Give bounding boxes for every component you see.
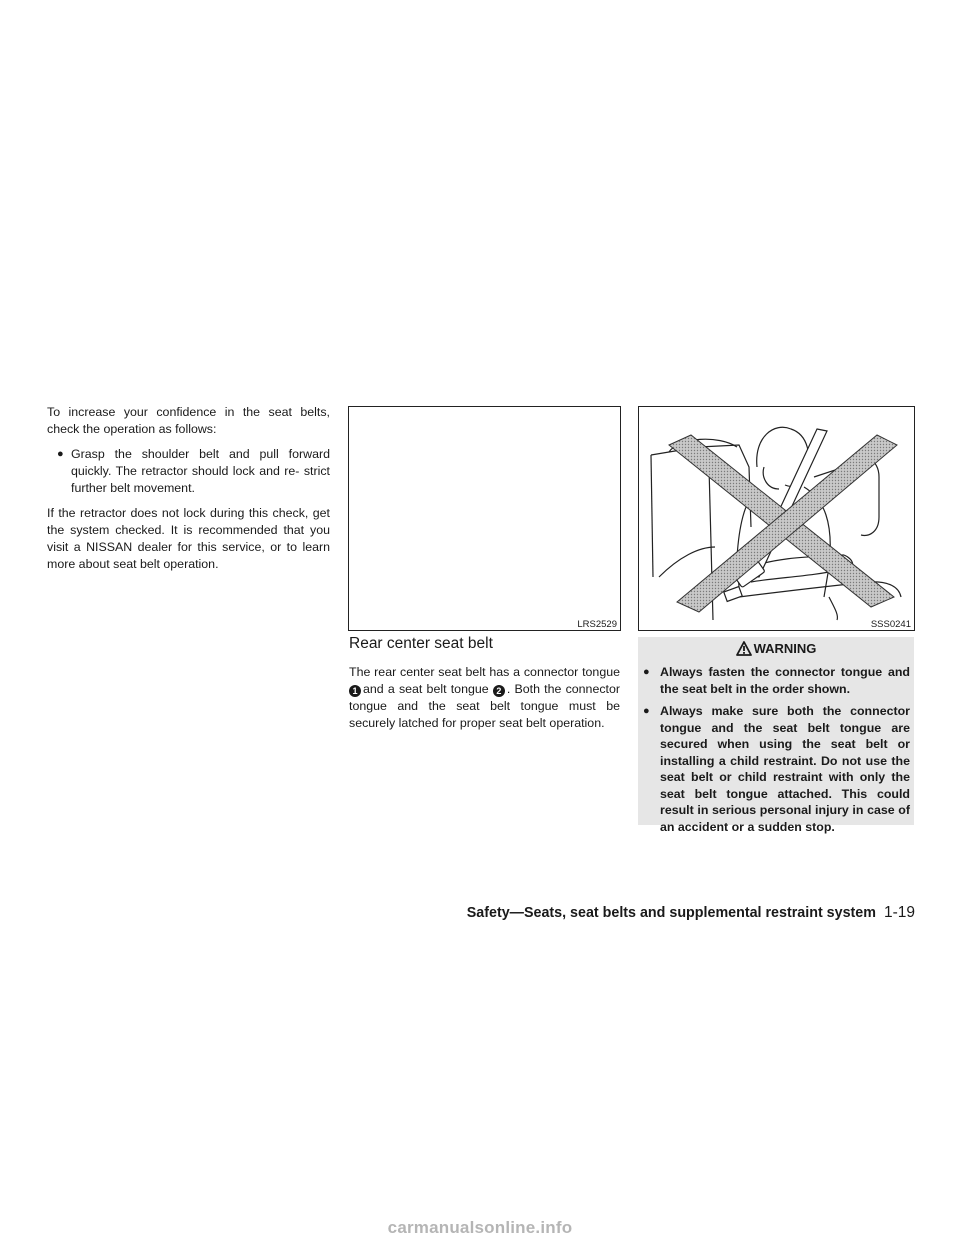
figure-lrs2529 <box>348 406 621 631</box>
figure-label: LRS2529 <box>577 619 617 630</box>
marker-2: 2 <box>493 685 505 697</box>
rear-center-section <box>349 635 620 732</box>
warning-title: WARNING <box>753 641 817 656</box>
paragraph-text: . Both the connector tongue and the seat belt tongue must be securely latched for proper seat belt operation. <box>349 682 620 730</box>
intro-text: To increase your confidence in the seat belts, check the operation as follows: <box>47 405 330 436</box>
list-item <box>57 446 330 497</box>
warning-text: Always make sure both the connector tongue and the seat belt tongue are secured when using the seat belt or installing a child restraint. Do not use the seat belt or child restraint with only the seat belt tongue attached. This could result in serious personal injury in case of an accident or a sudden stop. <box>660 704 910 834</box>
warning-header <box>638 641 914 656</box>
left-column <box>47 404 330 581</box>
bullet-dot-icon: ● <box>643 705 650 717</box>
bullet-text: Grasp the shoulder belt and pull forward quickly. The retractor should lock and re- strict further belt movement. <box>71 447 330 495</box>
page-footer <box>430 904 915 922</box>
bullet-dot-icon: ● <box>643 666 650 678</box>
seat-belt-illustration <box>639 407 914 630</box>
paragraph-text: and a seat belt tongue <box>363 682 489 696</box>
figure-sss0241 <box>638 406 915 631</box>
chapter-title: Safety—Seats, seat belts and supplemental restraint system <box>466 905 876 921</box>
paragraph-text: The rear center seat belt has a connector tongue <box>349 665 620 679</box>
figure-label: SSS0241 <box>870 619 911 630</box>
warning-triangle-icon <box>736 641 752 656</box>
retractor-paragraph: If the retractor does not lock during this check, get the system checked. It is recommended that you visit a NISSAN dealer for this service, or to learn more about seat belt operation. <box>47 506 330 571</box>
warning-list <box>643 664 910 835</box>
rear-center-paragraph <box>349 664 620 732</box>
list-item <box>643 703 910 835</box>
marker-1: 1 <box>349 685 361 697</box>
section-heading: Rear center seat belt <box>349 635 493 652</box>
list-item <box>643 664 910 697</box>
warning-text: Always fasten the connector tongue and the seat belt in the order shown. <box>660 665 910 696</box>
watermark: carmanualsonline.info <box>387 1218 573 1237</box>
bullet-dot-icon: ● <box>57 448 64 460</box>
page-number: 1-19 <box>883 904 915 921</box>
warning-box <box>638 637 914 834</box>
